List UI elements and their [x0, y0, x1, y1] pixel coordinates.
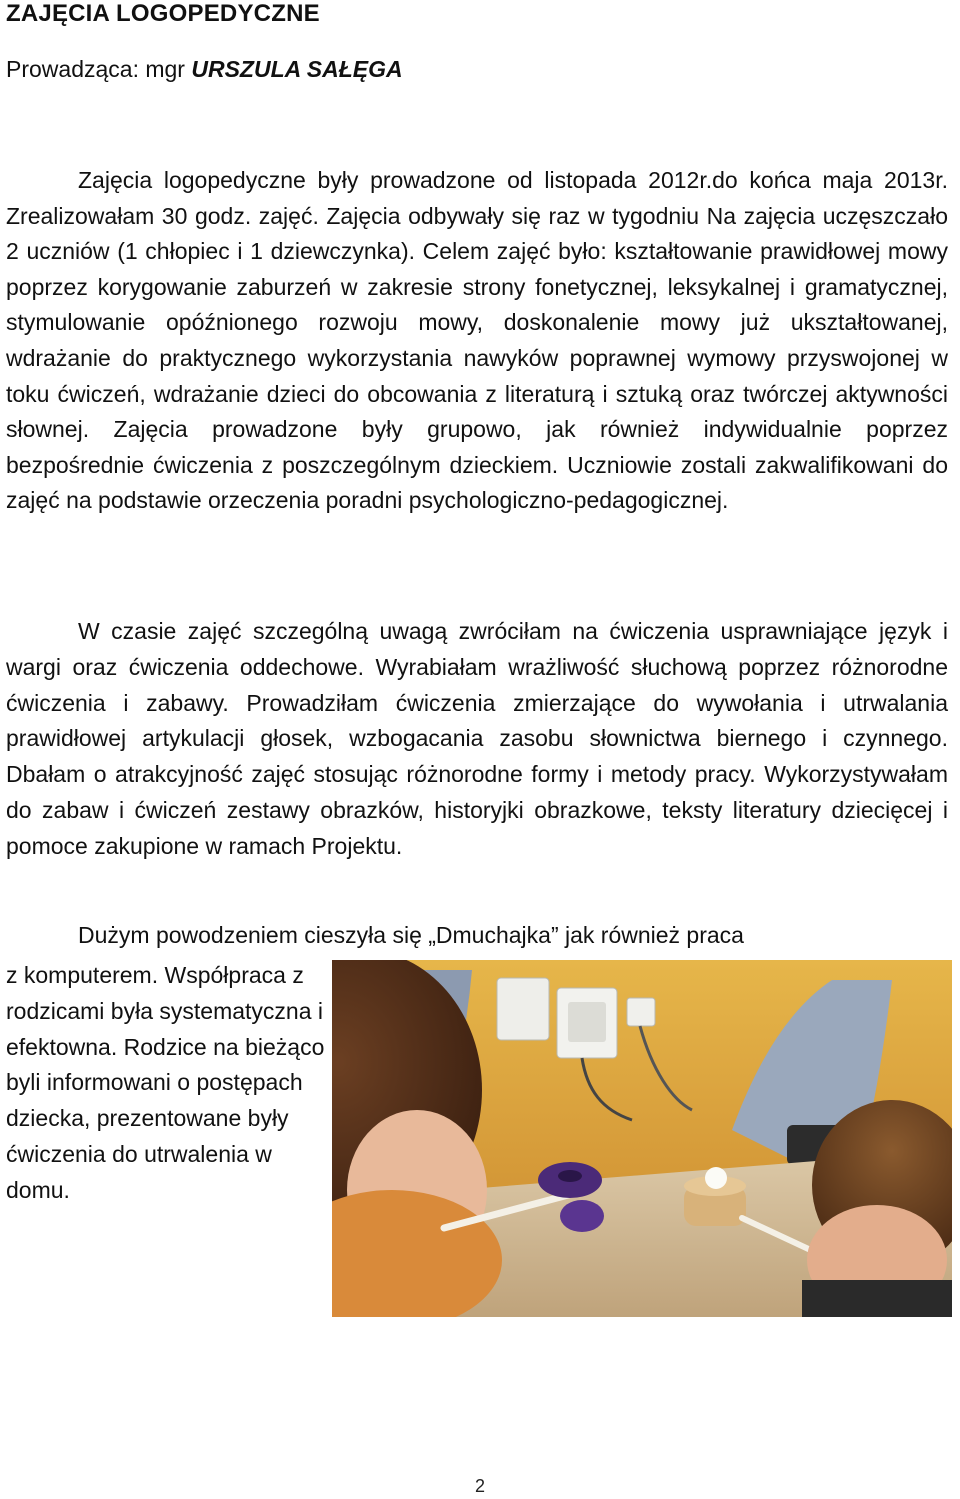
instructor-name: URSZULA SAŁĘGA	[191, 56, 403, 82]
paragraph-2: W czasie zajęć szczególną uwagą zwróciłam na ćwiczenia usprawniające język i wargi oraz ćwiczenia oddechowe. Wyrabiałam wrażliwość słuchową poprzez różnorodne ćwiczenia i zabawy. Prowadziłam ćwiczenia zmierzające do wywołania i utrwalania prawidłowej artykulacji głosek, wzbogacania zasobu słownictwa biernego i czynnego. Dbałam o atrakcyjność zajęć stosując różnorodne formy i metody pracy. Wykorzystywałam do zabaw i ćwiczeń zestawy obrazków, historyjki obrazkowe, teksty literatury dziecięcej i pomoce zakupione w ramach Projektu.	[6, 618, 948, 859]
paragraph-3-first-line: Dużym powodzeniem cieszyła się „Dmuchajka” jak również praca	[78, 922, 744, 948]
paragraph-3-continuation: z komputerem. Współpraca z rodzicami była systematyczna i efektowna. Rodzice na bieżąco byli informowani o postępach dziecka, prezentowane były ćwiczenia do utrwalenia w domu.	[6, 962, 325, 1203]
instructor-label: Prowadząca: mgr	[6, 56, 192, 82]
page-title: ZAJĘCIA LOGOPEDYCZNE	[6, 0, 320, 27]
instructor-line	[6, 56, 403, 83]
photo-children-blowing-exercise	[332, 960, 952, 1317]
page-number: 2	[474, 1476, 485, 1496]
paragraph-1: Zajęcia logopedyczne były prowadzone od listopada 2012r.do końca maja 2013r. Zrealizowałam 30 godz. zajęć. Zajęcia odbywały się raz w tygodniu Na zajęcia uczęszczało 2 uczniów (1 chłopiec i 1 dziewczynka). Celem zajęć było: kształtowanie prawidłowej mowy poprzez korygowanie zaburzeń w zakresie strony fonetycznej, leksykalnej i gramatycznej, stymulowanie opóźnionego rozwoju mowy, doskonalenie mowy już ukształtowanej, wdrażanie do praktycznego wykorzystania nawyków poprawnej wymowy przyswojonej w toku ćwiczeń, wdrażanie dzieci do obcowania z literaturą i sztuką oraz twórczej aktywności słownej. Zajęcia prowadzone były grupowo, jak również indywidualnie poprzez bezpośrednie ćwiczenia z poszczególnym dzieckiem. Uczniowie zostali zakwalifikowani do zajęć na podstawie orzeczenia poradni psychologiczno-pedagogicznej.	[6, 167, 948, 514]
